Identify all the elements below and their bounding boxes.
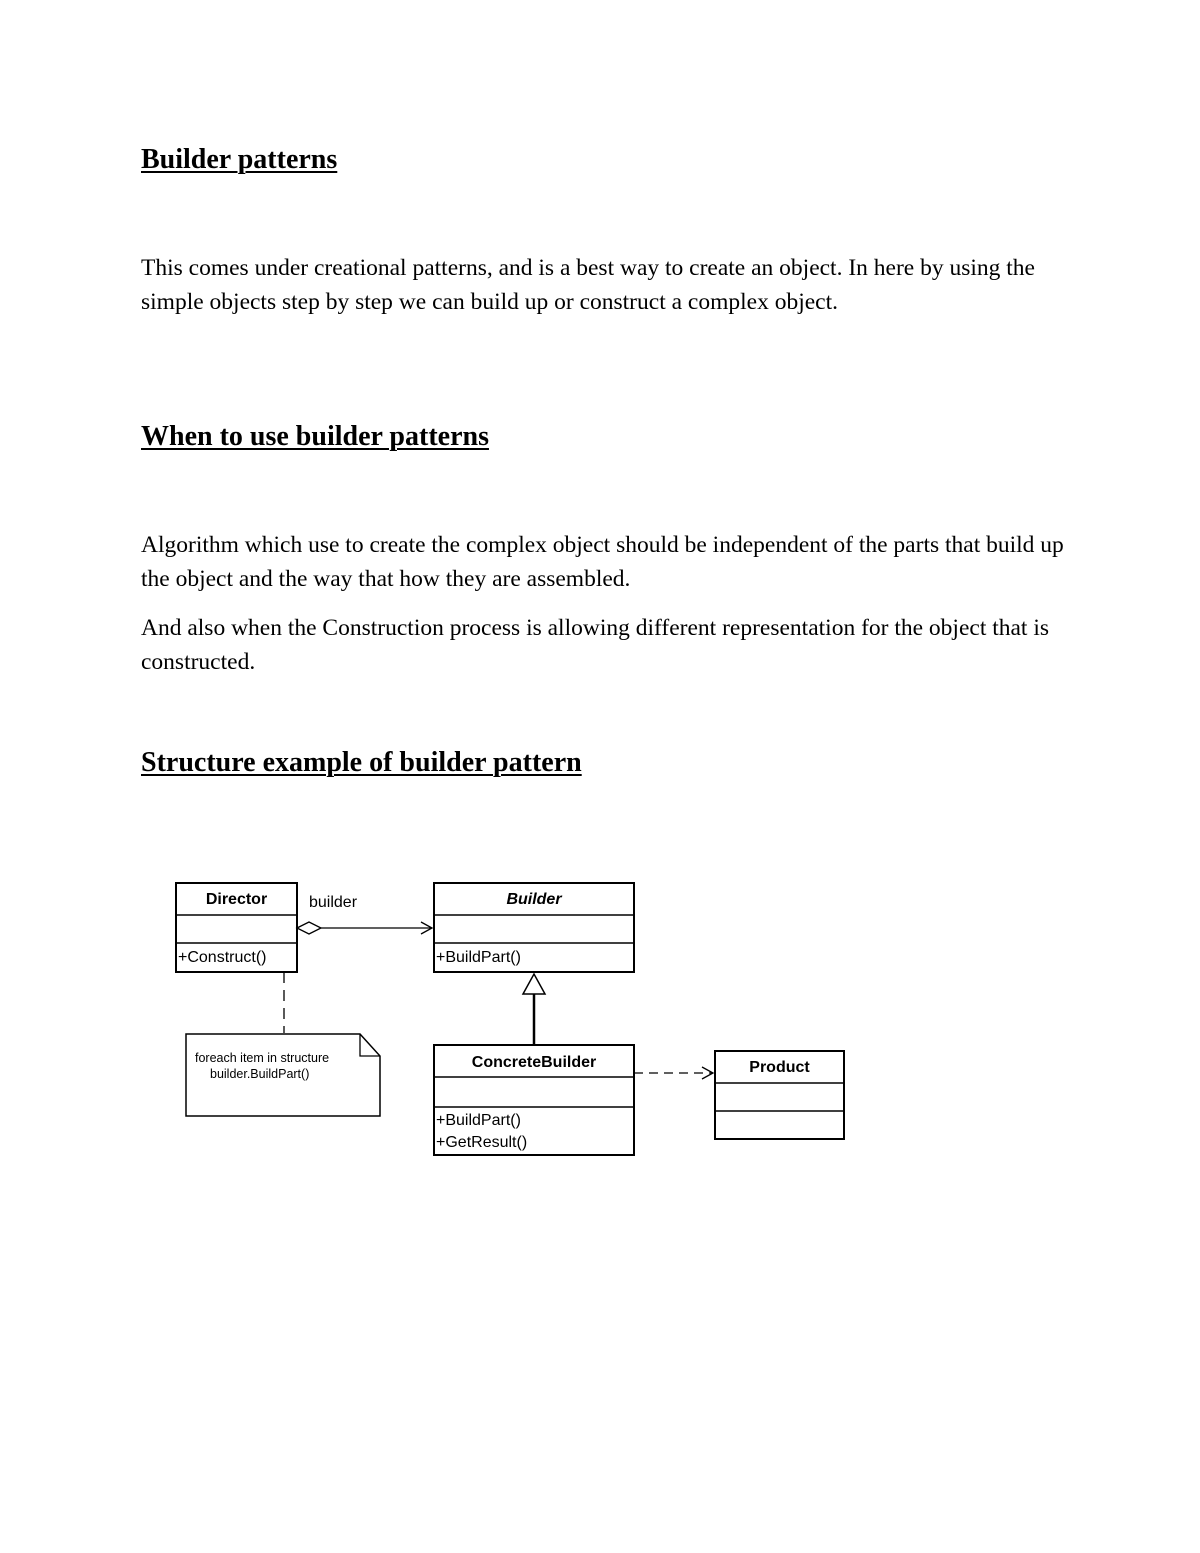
- concrete-builder-class: [434, 1045, 634, 1155]
- note-box: [186, 1034, 380, 1116]
- inheritance-triangle: [523, 974, 545, 994]
- concrete-builder-class-name: ConcreteBuilder: [471, 1054, 597, 1071]
- usage-paragraph-2: And also when the Construction process is allowing different representation for the object that is constructed.: [141, 615, 1050, 675]
- builder-class-name: Builder: [506, 891, 562, 908]
- uml-class-diagram: [170, 875, 860, 1170]
- intro-paragraph: This comes under creational patterns, and is a best way to create an object. In here by using the simple objects step by step we can build up or construct a complex object.: [141, 255, 1035, 315]
- association-label: builder: [309, 894, 358, 911]
- concrete-builder-operation-2: +GetResult(): [436, 1134, 528, 1151]
- builder-class: [434, 883, 634, 972]
- heading-structure-example: Structure example of builder pattern: [141, 747, 582, 778]
- product-class-name: Product: [749, 1059, 810, 1076]
- product-class: [715, 1051, 844, 1139]
- heading-builder-patterns: Builder patterns: [141, 144, 338, 175]
- director-class: [176, 883, 297, 972]
- note-line-1: foreach item in structure: [195, 1051, 330, 1065]
- director-class-name: Director: [205, 891, 268, 908]
- concrete-builder-operation-1: +BuildPart(): [436, 1112, 521, 1129]
- heading-when-to-use: When to use builder patterns: [141, 421, 489, 452]
- note-line-2: builder.BuildPart(): [210, 1067, 310, 1081]
- usage-paragraph-1: Algorithm which use to create the complex object should be independent of the parts that build up the object and the way that how they are assembled.: [141, 532, 1064, 592]
- generalization-arrow: [523, 974, 545, 1045]
- aggregation-association: [297, 894, 432, 934]
- aggregation-diamond: [297, 922, 321, 934]
- director-operation: +Construct(): [178, 949, 267, 966]
- builder-operation: +BuildPart(): [436, 949, 521, 966]
